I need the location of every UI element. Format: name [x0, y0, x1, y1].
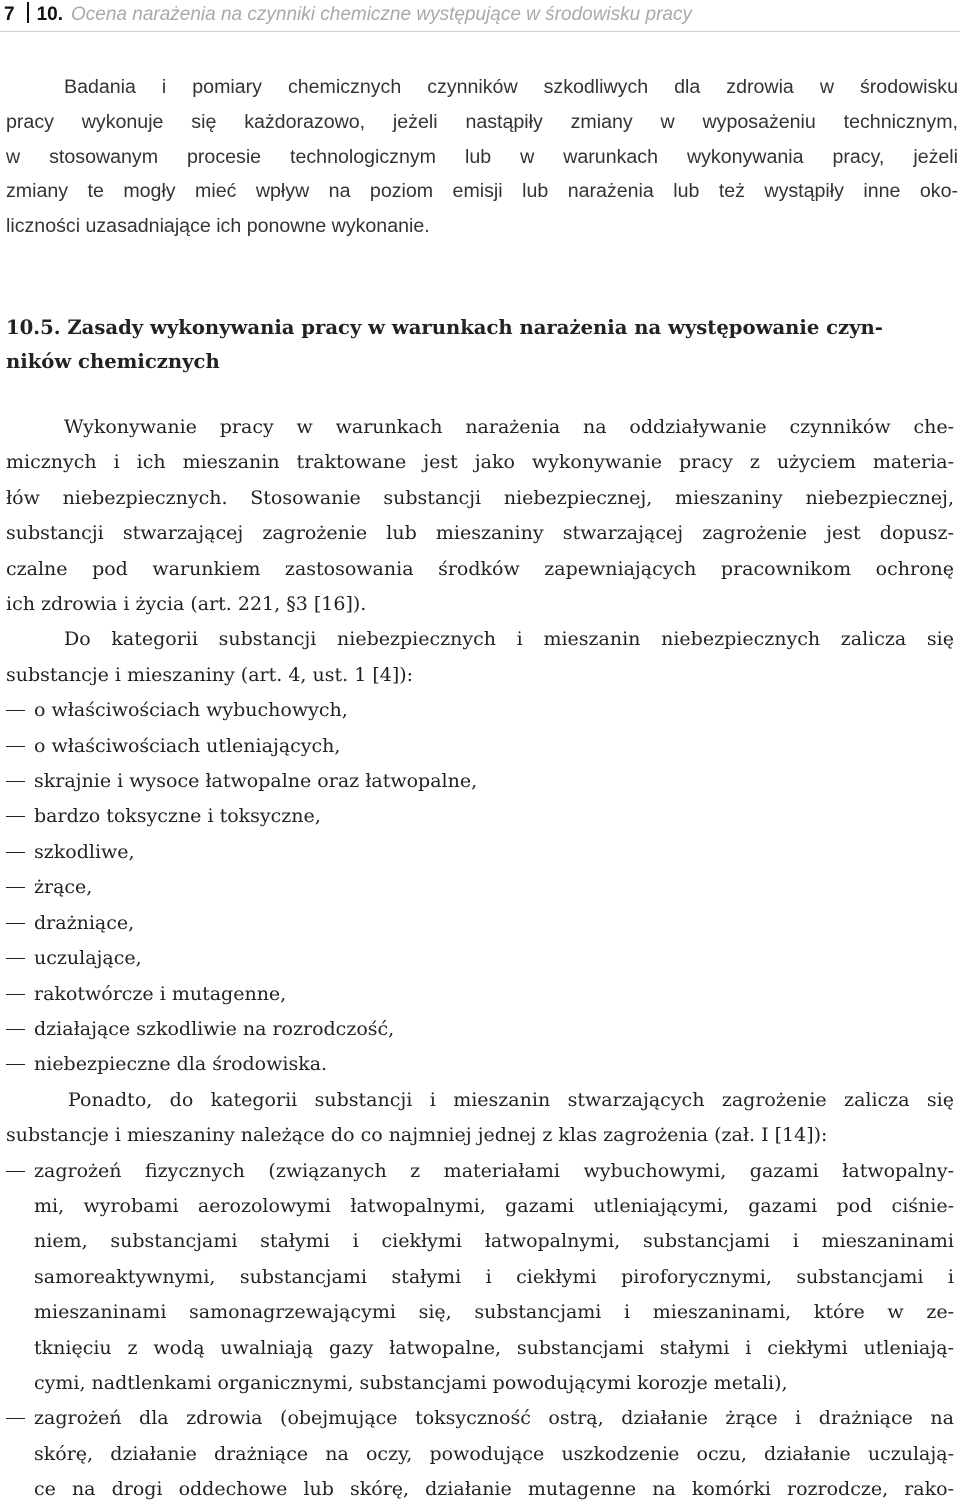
text-line: łów niebezpiecznych. Stosowanie substancji niebezpiecznej, mieszaniny niebezpiecznej,	[6, 486, 954, 509]
list-item-continuation: niem, substancjami stałymi i ciekłymi łatwopalnymi, substancjami i mieszaninami	[34, 1230, 954, 1253]
text-line: zmiany te mogły mieć wpływ na poziom emisji lub narażenia lub też wystąpiły inne oko-	[6, 180, 958, 203]
header-separator	[27, 2, 29, 23]
text-line: czalne pod warunkiem zastosowania środków zapewniających pracownikom ochronę	[6, 557, 954, 580]
list-item-continuation: samoreaktywnymi, substancjami stałymi i ciekłymi piroforycznymi, substancjami i	[34, 1265, 954, 1288]
text-line: micznych i ich mieszanin traktowane jest jako wykonywanie pracy z użyciem materia-	[6, 451, 954, 474]
list-item: uczulające,	[6, 941, 954, 976]
list-item-continuation: ce na drogi oddechowe lub skórę, działanie mutagenne na komórki rozrodcze, rako-	[34, 1478, 954, 1501]
list-item: żrące,	[6, 870, 954, 905]
text-line: w stosowanym procesie technologicznym lub w warunkach wykonywania pracy, jeżeli	[6, 145, 958, 168]
header-rule	[0, 31, 960, 32]
text-line: substancje i mieszaniny należące do co najmniej jednej z klas zagrożenia (zał. I [14]):	[6, 1124, 828, 1147]
list-item-continuation: cymi, nadtlenkami organicznymi, substancjami powodującymi korozje metali),	[34, 1371, 788, 1394]
text-line: Ponadto, do kategorii substancji i mieszanin stwarzających zagrożenie zalicza się	[68, 1088, 954, 1111]
list-item: zagrożeń fizycznych (związanych z materiałami wybuchowymi, gazami łatwopalny-	[6, 1154, 954, 1189]
list-item: o właściwościach utleniających,	[6, 729, 954, 764]
list-item: o właściwościach wybuchowych,	[6, 693, 954, 728]
chapter-title: Ocena narażenia na czynniki chemiczne występujące w środowisku pracy	[71, 4, 692, 25]
text-line: Badania i pomiary chemicznych czynników szkodliwych dla zdrowia w środowisku	[64, 76, 958, 98]
text-line: substancje i mieszaniny (art. 4, ust. 1 [4]):	[6, 663, 414, 686]
list-item-continuation: mi, wyrobami aerozolowymi łatwopalnymi, gazami utleniającymi, gazami pod ciśnie-	[34, 1194, 954, 1217]
list-item: bardzo toksyczne i toksyczne,	[6, 799, 954, 834]
list-item: drażniące,	[6, 906, 954, 941]
text-line: Do kategorii substancji niebezpiecznych i mieszanin niebezpiecznych zalicza się	[64, 628, 954, 651]
list-item: zagrożeń dla zdrowia (obejmujące toksyczność ostrą, działanie żrące i drażniące na	[6, 1401, 954, 1436]
section-body	[6, 410, 954, 1508]
intro-paragraph	[6, 70, 958, 244]
list-item-continuation: mieszaninami samonagrzewającymi się, substancjami i mieszaninami, które w ze-	[34, 1301, 954, 1324]
list-item: skrajnie i wysoce łatwopalne oraz łatwopalne,	[6, 764, 954, 799]
text-line: pracy wykonuje się każdorazowo, jeżeli nastąpiły zmiany w wyposażeniu technicznym,	[6, 110, 958, 133]
list-item: działające szkodliwie na rozrodczość,	[6, 1012, 954, 1047]
list-item: szkodliwe,	[6, 835, 954, 870]
heading-line: ników chemicznych	[6, 350, 220, 373]
list-item: rakotwórcze i mutagenne,	[6, 977, 954, 1012]
running-header	[4, 2, 960, 28]
list-item-continuation: skórę, działanie drażniące na oczy, powodujące uszkodzenie oczu, działanie uczulają-	[34, 1442, 954, 1465]
text-line: liczności uzasadniające ich ponowne wykonanie.	[6, 215, 430, 238]
section-heading	[6, 311, 954, 379]
heading-line: 10.5. Zasady wykonywania pracy w warunkach narażenia na występowanie czyn-	[6, 316, 883, 339]
text-line: substancji stwarzającej zagrożenie lub mieszaniny stwarzającej zagrożenie jest dopusz-	[6, 522, 954, 545]
chapter-number: 10.	[36, 4, 63, 25]
page-number: 7	[4, 4, 15, 25]
list-item: niebezpieczne dla środowiska.	[6, 1047, 954, 1082]
text-line: Wykonywanie pracy w warunkach narażenia na oddziaływanie czynników che-	[64, 416, 954, 438]
list-item-continuation: tknięciu z wodą uwalniają gazy łatwopalne, substancjami stałymi i ciekłymi utleniają-	[34, 1336, 954, 1359]
text-line: ich zdrowia i życia (art. 221, §3 [16]).	[6, 593, 367, 616]
